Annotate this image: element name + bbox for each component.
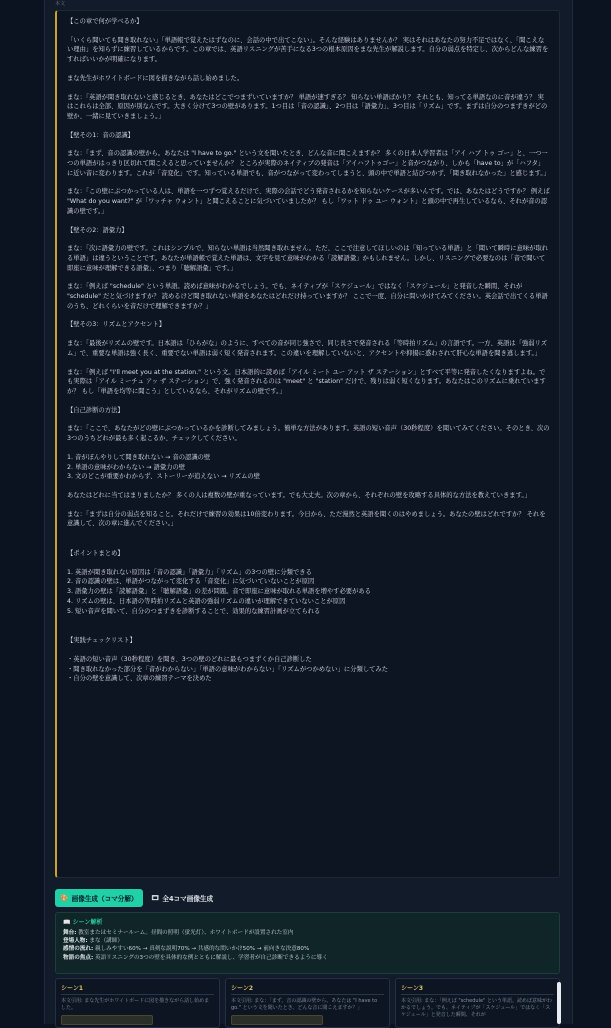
- scene-card-2[interactable]: [225, 978, 390, 1028]
- dialogue-paragraph: あなたはどれに当てはまりましたか？ 多くの人は複数の壁が重なっています。でも大丈夫。次の章から、それぞれの壁を攻略する具体的な方法を教えていきます。」: [67, 491, 531, 499]
- dialogue-paragraph: まな：「最後がリズムの壁です。日本語は「ひらがな」のように、すべての音が同じ強さで、同じ長さで発音される「等時拍リズム」の言語です。一方、英語は「強弱リズム」で、重要な単語は強く長く、重要でない単語は弱く短く発音されます。この違いを理解していないと、アクセントや抑揚に惑わされて肝心な単語を聞き逃します。」: [67, 340, 548, 357]
- chapter-body-card: [55, 10, 560, 878]
- dialogue-paragraph: まな：「まずは自分の弱点を知ること。それだけで練習の効果は10倍変わります。今日から、ただ漫然と英語を聞くのはやめましょう。あなたの壁はどれですか？ それを意識して、次の章に進んでください。」: [67, 510, 546, 528]
- tab-panel-decomposition[interactable]: [55, 889, 143, 907]
- dialogue-paragraph: まな：「この壁にぶつかっている人は、単語を一つずつ覚えるだけで、実際の会話でどう発音されるかを知らないケースが多いんです。では、あなたはどうですか？ 例えば "What do you want?" が「ワッチャ ウォント」と聞こえることに気づいていましたか？ もし「ワット ドゥ ユー ウォント」と頭の中で再生しているなら、それが音の認識の壁です。」: [67, 188, 552, 215]
- main-panel: [44, 0, 573, 1024]
- heading-self-diagnosis: 【自己診断の方法】: [67, 406, 124, 414]
- intro-paragraph: 「いくら聞いても聞き取れない」「単語帳で覚えたはずなのに、会話の中で出てこない」。そんな経験はありませんか？ 実はそれはあなたの努力不足ではなく、「聞こえない理由」を知らずに練習しているからです。この章では、英語リスニングが苦手になる3つの根本原因をまな先生が解説します。自分の弱点を特定し、次からどんな練習をすればいいかが明確になります。: [67, 36, 549, 64]
- heading-wall-2: 【壁その2：語彙力】: [67, 226, 128, 234]
- scene-card-title: シーン2: [231, 985, 254, 992]
- scene-card-quote: 本文引用: まな：「まず、音の認識の壁から。あなたは "I have to go." という文を聞いたとき、どんな音に聞こえますか？」: [231, 998, 378, 1011]
- heading-what-you-learn: 【この章で何が学べるか】: [67, 18, 143, 25]
- scene-characters: 登場人物: まな（講師）: [63, 938, 123, 945]
- points-list: 1. 英語が聞き取れない原因は「音の認識」「語彙力」「リズム」の3つの壁に分類できる 2. 音の認識の壁は、単語がつながって変化する「音変化」に気づいていないことが原因 3. 語彙力の壁は「読解語彙」と「聴解語彙」の差が問題。音で即座に意味が取れる単語を増やす必要がある 4. リズムの壁は、日本語の等時拍リズムと英語の強弱リズムの違いが理解できていないことが原因 5. 短い音声を聞いて、自分のつまずきを診断することで、効果的な練習計画が立てられる: [67, 568, 371, 615]
- divider: [231, 994, 384, 995]
- dialogue-paragraph: まな：「英語が聞き取れないと感じるとき、あなたはどこでつまずいていますか？ 単語が速すぎる？ 知らない単語ばかり？ それとも、知ってる単語なのに音が違う？ 実はこれらは全部、原因が別なんです。大きく分けて3つの壁があります。1つ目は「音の認識」、2つ目は「語彙力」、3つ目は「リズム」です。まずは自分のつまずきがどの壁か、一緒に見ていきましょう。」: [67, 93, 548, 120]
- palette-icon: 🎨: [60, 894, 69, 902]
- tab-label: 全4コマ画像生成: [162, 895, 214, 903]
- scene-analysis-box: [55, 912, 560, 974]
- tab-label: 画像生成（コマ分解）: [71, 895, 138, 903]
- scene-card-quote: 本文引用: まな：「例えば "schedule" という単語。読めば意味がわかるでしょう。でも、ネイティブが「スケジュール」ではなく「スケジュール」と発音した瞬間、それが: [401, 998, 552, 1018]
- section-label: 本文: [55, 1, 66, 7]
- diagnosis-list: 1. 音がぼんやりして聞き取れない → 音の認識の壁 2. 単語の意味がわからない → 語彙力の壁 3. 文のどこが重要かわからず、ストーリーが追えない → リズムの壁: [67, 453, 260, 481]
- scene-analysis-title: 📖 シーン解析: [63, 919, 103, 926]
- scene-card-title: シーン3: [401, 985, 424, 992]
- dialogue-paragraph: まな：「例えば "I'll meet you at the station." という文。日本語的に読めば「アイル ミート ユー アット ザ ステーション」とすべて平等に発音したくなりますよね。でも実際は「アイル ミーチュ アッ ザ ステーション」で、強く発音されるのは "meet" と "station" だけで、残りは弱く短くなります。あなたはこのリズムに乗れていますか？ もし「単語を均等に聞こう」としているなら、それがリズムの壁です。」: [67, 368, 546, 395]
- dialogue-paragraph: まな：「例えば "schedule" という単語。読めば意味がわかるでしょう。でも、ネイティブが「スケジュール」ではなく「スケジュール」と発音した瞬間、それが "schedule" だと気づけますか？ 読めるけど聞き取れない単語をあなたはどれだけ持っていますか？ ここで一度、自分に問いかけてみてください。英会話で出てくる単語のうち、どれくらいを音だけで理解できますか？」: [67, 283, 548, 310]
- scrollbar[interactable]: [557, 982, 561, 1024]
- dialogue-paragraph: まな：「まず、音の認識の壁から。あなたは "I have to go." という文を聞いたとき、どんな音に聞こえますか？ 多くの日本人学習者は「アイ ハブ トゥ ゴー」と、一つ一つの単語がはっきり区切れて聞こえると思っていませんか？ ところが実際のネイティブの発音は「アイハフトゥゴー」と音がつながり、しかも「have to」が「ハフタ」に近い音に変わります。これが「音変化」です。知っている単語でも、音がつながって変わってしまうと、頭の中で単語と結びつかず、「聞き取れなかった」と感じます。」: [67, 150, 550, 177]
- narration-paragraph: まな先生がホワイトボードに図を描きながら話し始めました。: [67, 74, 244, 82]
- scene-story-focus: 物語の焦点: 英語リスニングの3つの壁を具体的な例とともに解説し、学習者が自己診断できるように導く: [63, 954, 328, 961]
- heading-wall-3: 【壁その3：リズムとアクセント】: [67, 321, 166, 329]
- heading-practice-checklist: 【実践チェックリスト】: [67, 637, 136, 645]
- film-icon: 🎞: [151, 894, 160, 902]
- scene-card-1[interactable]: [55, 978, 220, 1028]
- divider: [61, 994, 214, 995]
- checklist: ・英語の短い音声（30秒程度）を聞き、3つの壁のどれに最もつまずくか自己診断した ・聞き取れなかった部分を「音がわからない」「単語の意味がわからない」「リズムがつかめない」に分類してみた ・自分の壁を意識して、次章の練習テーマを決めた: [67, 655, 389, 683]
- book-icon: 📖: [63, 919, 71, 926]
- scene-emotion-flow: 感情の流れ: 親しみやすい60% → 真剣な説明70% → 共感的な問いかけ50% → 前向きな決意80%: [63, 946, 310, 953]
- heading-wall-1: 【壁その1：音の認識】: [67, 131, 134, 139]
- dialogue-paragraph: まな：「次に語彙力の壁です。これはシンプルで、知らない単語は当然聞き取れません。ただ、ここで注意してほしいのは「知っている単語」と「聞いて瞬時に意味が取れる単語」は違うということです。あなたが単語帳で覚えた単語は、文字を見て意味がわかる「読解語彙」かもしれません。しかし、リスニングで必要なのは「音で聞いて即座に意味が理解できる語彙」、つまり「聴解語彙」です。」: [67, 245, 549, 272]
- heading-points-summary: 【ポイントまとめ】: [67, 550, 124, 558]
- divider: [401, 994, 554, 995]
- dialogue-paragraph: まな：「ここで、あなたがどの壁にぶつかっているかを診断してみましょう。簡単な方法があります。英語の短い音声（30秒程度）を聞いてみてください。そのとき、次の3つのうちどれが最も多く起こるか、チェックしてください。: [67, 425, 550, 443]
- scene-card-title: シーン1: [61, 985, 84, 992]
- scene-cards: [55, 978, 560, 1024]
- tab-four-panel-generation[interactable]: [151, 889, 241, 907]
- scene-card-quote: 本文引用: まな先生がホワイトボードに図を描きながら話し始めました。: [61, 998, 210, 1011]
- scene-setting: 舞台: 教室またはセミナールーム。昼間の照明（蛍光灯）、ホワイトボードが設置された室内: [63, 930, 294, 936]
- scene-card-3[interactable]: [395, 978, 560, 1028]
